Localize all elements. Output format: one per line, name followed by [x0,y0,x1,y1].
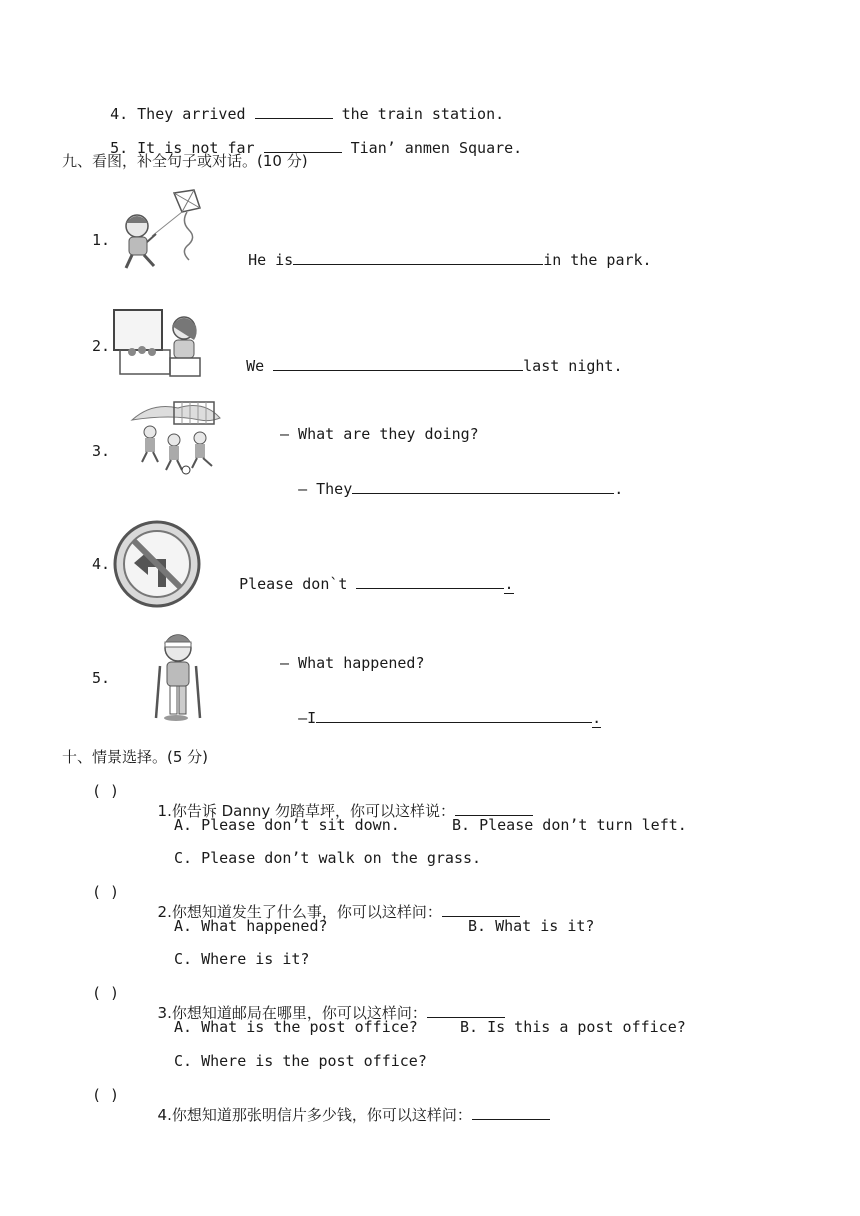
answer-blank[interactable] [455,801,533,816]
answer-blank[interactable] [352,479,614,494]
question-1-option-b[interactable]: B. Please don’t turn left. [452,816,687,834]
section-9-item-1-sentence [230,230,652,270]
question-2-option-c[interactable]: C. Where is it? [174,950,310,968]
answer-parentheses[interactable]: ( ) [92,883,120,901]
no-left-turn-sign-icon [112,519,202,609]
section-9-item-3-question: — What are they doing? [280,425,479,443]
question-3-option-b[interactable]: B. Is this a post office? [460,1018,686,1036]
question-text: 1.你告诉 Danny 勿踏草坪，你可以这样说： [157,802,456,820]
girl-watching-tv-icon [110,306,210,382]
item-number: 5. [110,139,129,157]
section-9-item-3-number: 3. [92,442,111,460]
kids-playing-football-icon [128,400,224,476]
sentence-after: . [592,709,602,727]
section-10-title: 十、情景选择。(5 分) [62,748,209,766]
injured-boy-crutches-icon [148,630,208,724]
answer-parentheses[interactable]: ( ) [92,782,120,800]
sentence-after: in the park. [543,251,652,269]
answer-parentheses[interactable]: ( ) [92,1086,120,1104]
question-4 [148,1085,550,1125]
section-9-item-2-number: 2. [92,337,111,355]
section-9-item-3-answer [280,459,623,499]
section-9-title: 九、看图，补全句子或对话。(10 分) [62,152,308,170]
section-9-item-2-sentence [228,336,623,376]
answer-blank[interactable] [356,574,504,589]
answer-blank[interactable] [293,250,543,265]
answer-blank[interactable] [273,356,523,371]
question-text: 2.你想知道发生了什么事，你可以这样问： [157,903,442,921]
sentence-after: the train station. [332,105,505,123]
sentence-after: last night. [523,357,623,375]
question-3-option-a[interactable]: A. What is the post office? [174,1018,418,1036]
answer-blank[interactable] [442,902,520,917]
section-9-item-4-number: 4. [92,555,111,573]
section-9-item-5-number: 5. [92,669,111,687]
answer-blank[interactable] [316,708,592,723]
section-9-item-1-number: 1. [92,231,111,249]
question-1-option-a[interactable]: A. Please don’t sit down. [174,816,400,834]
answer-blank[interactable] [427,1003,505,1018]
section-9-item-5-question: — What happened? [280,654,425,672]
sentence-before: —I [298,709,317,727]
question-text: 4.你想知道那张明信片多少钱，你可以这样问： [157,1106,472,1124]
sentence-before: They arrived [137,105,255,123]
sentence-after: . [614,480,624,498]
question-2-option-a[interactable]: A. What happened? [174,917,328,935]
boy-flying-kite-icon [112,188,212,278]
sentence-after: . [504,575,514,593]
sentence-before: Please don`t [239,575,357,593]
sentence-before: — They [298,480,353,498]
section-9-item-5-answer [280,688,601,728]
sentence-before: He is [248,251,294,269]
sentence-before: It is not far [137,139,264,157]
question-2-option-b[interactable]: B. What is it? [468,917,595,935]
answer-blank[interactable] [472,1105,550,1120]
item-number: 4. [110,105,129,123]
question-1-option-c[interactable]: C. Please don’t walk on the grass. [174,849,482,867]
answer-blank[interactable] [255,104,333,119]
question-text: 3.你想知道邮局在哪里，你可以这样问： [157,1004,427,1022]
section-9-item-4-sentence [221,554,514,594]
question-3-option-c[interactable]: C. Where is the post office? [174,1052,427,1070]
sentence-after: Tian’ anmen Square. [341,139,523,157]
sentence-before: We [246,357,274,375]
answer-parentheses[interactable]: ( ) [92,984,120,1002]
